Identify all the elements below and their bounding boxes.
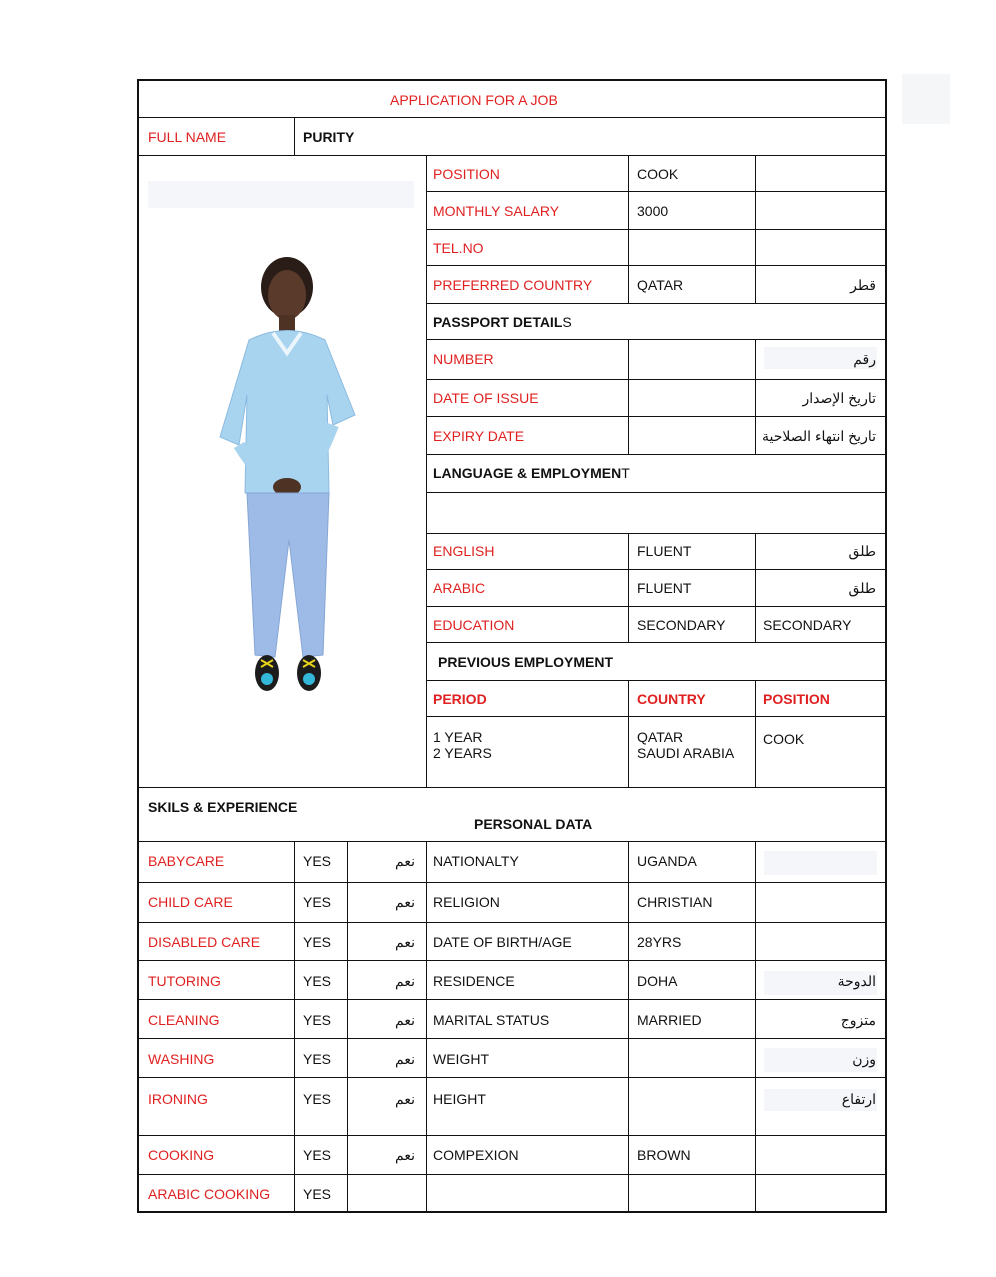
period-column-header: PERIOD bbox=[433, 691, 487, 707]
redacted-field bbox=[148, 181, 414, 208]
skill-arabic: نعم bbox=[395, 934, 415, 950]
skill-label: ARABIC COOKING bbox=[148, 1186, 271, 1202]
employment-periods: 1 YEAR 2 YEARS bbox=[433, 729, 492, 761]
personal-label: NATIONALTY bbox=[433, 853, 519, 869]
education-label: EDUCATION bbox=[433, 617, 515, 633]
full-name-value: PURITY bbox=[303, 129, 355, 145]
personal-value: MARRIED bbox=[637, 1012, 702, 1028]
side-tab-placeholder bbox=[902, 74, 950, 124]
personal-label: RESIDENCE bbox=[433, 973, 515, 989]
skill-value: YES bbox=[303, 1012, 332, 1028]
full-name-label: FULL NAME bbox=[148, 129, 227, 145]
skill-label: COOKING bbox=[148, 1147, 215, 1163]
education-value-2: SECONDARY bbox=[763, 617, 852, 633]
personal-label: DATE OF BIRTH/AGE bbox=[433, 934, 572, 950]
skill-arabic: نعم bbox=[395, 1091, 415, 1107]
passport-number-label: NUMBER bbox=[433, 351, 494, 367]
english-label: ENGLISH bbox=[433, 543, 495, 559]
applicant-photo bbox=[205, 255, 375, 705]
skill-label: WASHING bbox=[148, 1051, 215, 1067]
personal-label: HEIGHT bbox=[433, 1091, 486, 1107]
english-value: FLUENT bbox=[637, 543, 692, 559]
skill-label: TUTORING bbox=[148, 973, 221, 989]
arabic-language-value: FLUENT bbox=[637, 580, 692, 596]
personal-label: COMPEXION bbox=[433, 1147, 519, 1163]
redacted-field bbox=[764, 851, 877, 875]
blue-trousers bbox=[247, 493, 329, 657]
position-value: COOK bbox=[637, 166, 679, 182]
tel-label: TEL.NO bbox=[433, 240, 484, 256]
personal-arabic: متزوج bbox=[840, 1012, 876, 1028]
personal-label: WEIGHT bbox=[433, 1051, 489, 1067]
skills-heading: SKILS & EXPERIENCE bbox=[148, 799, 298, 815]
country-column-header: COUNTRY bbox=[637, 691, 706, 707]
skill-value: YES bbox=[303, 894, 332, 910]
skill-arabic: نعم bbox=[395, 1012, 415, 1028]
skill-value: YES bbox=[303, 1147, 332, 1163]
head bbox=[268, 270, 306, 320]
skill-label: IRONING bbox=[148, 1091, 208, 1107]
passport-number-arabic: رقم bbox=[853, 351, 876, 367]
skill-arabic: نعم bbox=[395, 853, 415, 869]
arabic-language-label: ARABIC bbox=[433, 580, 486, 596]
salary-label: MONTHLY SALARY bbox=[433, 203, 560, 219]
skill-label: CHILD CARE bbox=[148, 894, 233, 910]
preferred-country-value: QATAR bbox=[637, 277, 684, 293]
personal-arabic: الدوحة bbox=[837, 973, 876, 989]
skill-value: YES bbox=[303, 1186, 332, 1202]
skill-arabic: نعم bbox=[395, 1051, 415, 1067]
previous-employment-heading: PREVIOUS EMPLOYMENT bbox=[438, 654, 614, 670]
preferred-country-arabic: قطر bbox=[850, 277, 876, 293]
issue-date-label: DATE OF ISSUE bbox=[433, 390, 539, 406]
education-value: SECONDARY bbox=[637, 617, 726, 633]
salary-value: 3000 bbox=[637, 203, 669, 219]
employment-countries: QATAR SAUDI ARABIA bbox=[637, 729, 735, 761]
skill-arabic: نعم bbox=[395, 894, 415, 910]
english-arabic: طلق bbox=[848, 543, 876, 559]
language-heading bbox=[433, 465, 630, 481]
skill-value: YES bbox=[303, 1091, 332, 1107]
skill-value: YES bbox=[303, 934, 332, 950]
skill-value: YES bbox=[303, 853, 332, 869]
passport-heading bbox=[433, 314, 572, 330]
personal-arabic: ارتفاع bbox=[841, 1091, 876, 1107]
issue-date-arabic: تاريخ الإصدار bbox=[802, 390, 876, 406]
language-heading-main: LANGUAGE & EMPLOYMEN bbox=[433, 465, 622, 481]
expiry-date-label: EXPIRY DATE bbox=[433, 428, 525, 444]
personal-data-heading: PERSONAL DATA bbox=[474, 816, 593, 832]
position-label: POSITION bbox=[433, 166, 500, 182]
skill-arabic: نعم bbox=[395, 1147, 415, 1163]
skill-label: BABYCARE bbox=[148, 853, 225, 869]
personal-value: BROWN bbox=[637, 1147, 691, 1163]
position-column-header: POSITION bbox=[763, 691, 830, 707]
preferred-country-label: PREFERRED COUNTRY bbox=[433, 277, 593, 293]
personal-arabic: وزن bbox=[852, 1051, 876, 1067]
passport-heading-main: PASSPORT DETAIL bbox=[433, 314, 563, 330]
personal-label: RELIGION bbox=[433, 894, 500, 910]
personal-value: UGANDA bbox=[637, 853, 697, 869]
personal-value: DOHA bbox=[637, 973, 678, 989]
form-title: APPLICATION FOR A JOB bbox=[390, 92, 558, 108]
arabic-language-arabic: طلق bbox=[848, 580, 876, 596]
language-heading-tail: T bbox=[621, 465, 630, 481]
personal-value: 28YRS bbox=[637, 934, 682, 950]
skill-label: DISABLED CARE bbox=[148, 934, 261, 950]
skill-value: YES bbox=[303, 973, 332, 989]
employment-position: COOK bbox=[763, 731, 805, 747]
personal-value: CHRISTIAN bbox=[637, 894, 713, 910]
expiry-date-arabic: تاريخ انتهاء الصلاحية bbox=[762, 428, 876, 444]
skill-arabic: نعم bbox=[395, 973, 415, 989]
skill-value: YES bbox=[303, 1051, 332, 1067]
skill-label: CLEANING bbox=[148, 1012, 220, 1028]
passport-heading-tail: S bbox=[562, 314, 572, 330]
personal-label: MARITAL STATUS bbox=[433, 1012, 550, 1028]
